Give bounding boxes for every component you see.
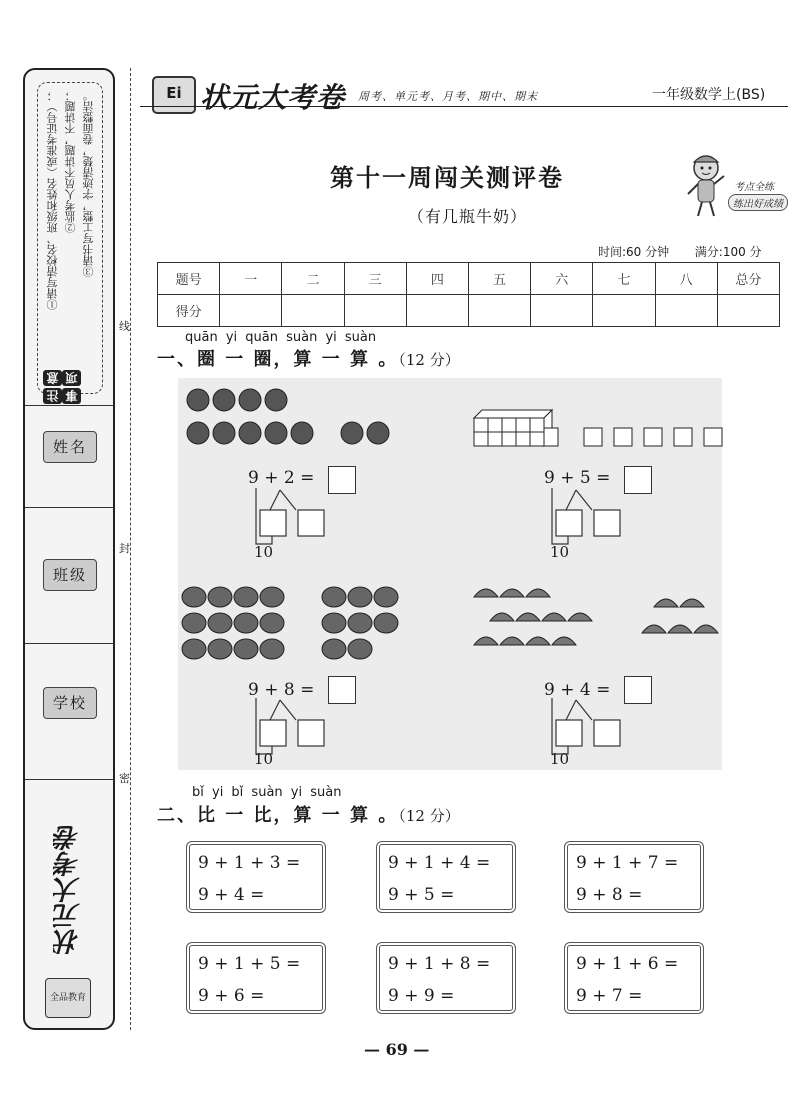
- problem1-ten: 10: [254, 543, 274, 561]
- section1-pinyin: quān yi quān suàn yi suàn: [185, 330, 377, 345]
- section1-points: （12 分）: [398, 351, 460, 369]
- grade-label: 一年级数学上(BS): [652, 87, 766, 103]
- score-header-cell: 八: [655, 263, 717, 295]
- score-header-cell: 五: [468, 263, 530, 295]
- compare-box-4-line-2: 9 + 6 =: [198, 986, 265, 1006]
- series-logo-text: 状元大考卷: [200, 81, 346, 114]
- school-label: 学校: [43, 687, 97, 719]
- full-score: 满分:100 分: [694, 245, 762, 259]
- section1-heading-text: 一、圈 一 圈，算 一 算 。: [157, 349, 399, 370]
- page-subtitle: （有几瓶牛奶）: [408, 207, 528, 226]
- compare-box-2-line-1: 9 + 1 + 4 =: [388, 853, 491, 873]
- score-cell[interactable]: [717, 295, 779, 327]
- binding-mark-seal: 封: [119, 542, 130, 555]
- score-table-score-row: [158, 295, 780, 327]
- notice-title: [43, 365, 79, 405]
- compare-box-6-line-2: 9 + 7 =: [576, 986, 643, 1006]
- compare-box-2: [376, 841, 516, 913]
- compare-box-4-line-1: 9 + 1 + 5 =: [198, 954, 301, 974]
- score-header-cell: 一: [220, 263, 282, 295]
- score-header-cell: 七: [593, 263, 655, 295]
- problem1-equation: 9 + 2 =: [248, 468, 315, 488]
- class-label: 班级: [43, 559, 97, 591]
- header-rule: [140, 106, 788, 107]
- problem2-ten: 10: [550, 543, 570, 561]
- section2-pinyin: bǐ yi bǐ suàn yi suàn: [192, 785, 342, 800]
- notice-title-char: 注: [43, 388, 62, 404]
- section2-heading: [157, 801, 460, 827]
- score-table: [157, 262, 780, 327]
- circle-calc-panel: [178, 378, 722, 770]
- score-cell[interactable]: [406, 295, 468, 327]
- score-row-label: 得分: [158, 295, 220, 327]
- problem2-equation: 9 + 5 =: [544, 468, 611, 488]
- compare-box-3-line-1: 9 + 1 + 7 =: [576, 853, 679, 873]
- page-number: — 69 —: [364, 1040, 430, 1059]
- notice-title-char: 事: [62, 388, 81, 404]
- section2-heading-text: 二、比 一 比，算 一 算 。: [157, 805, 399, 826]
- compare-box-6: [564, 942, 704, 1014]
- mascot-text-1: 考点全练: [734, 182, 774, 193]
- exam-info: [598, 243, 762, 260]
- compare-box-1-line-1: 9 + 1 + 3 =: [198, 853, 301, 873]
- apple-group-icon: [178, 378, 438, 458]
- problem3-equation: 9 + 8 =: [248, 680, 315, 700]
- notice-section: [25, 70, 113, 406]
- problem4-ten: 10: [550, 750, 570, 768]
- notice-title-char: 项: [62, 370, 81, 386]
- score-header-cell: 六: [531, 263, 593, 295]
- notice-line-2: ②监考人员不讲题，不讲题；: [64, 90, 77, 233]
- time-limit: 时间:60 分钟: [598, 245, 670, 259]
- score-header-cell: 总分: [717, 263, 779, 295]
- compare-box-5-line-1: 9 + 1 + 8 =: [388, 954, 491, 974]
- publisher-logo-icon: Ei: [152, 76, 196, 114]
- cube-group-icon: [468, 406, 728, 454]
- compare-box-6-line-1: 9 + 1 + 6 =: [576, 954, 679, 974]
- score-header-cell: 三: [344, 263, 406, 295]
- notice-line-3: ③请书写工整，字迹清楚，卷面整洁。: [82, 90, 95, 277]
- compare-box-4: [186, 942, 326, 1014]
- name-section: [25, 405, 113, 508]
- notice-line-1: ①请写清校名、班级和姓名（或准考证号）；: [46, 90, 59, 310]
- score-cell[interactable]: [655, 295, 717, 327]
- school-section: [25, 643, 113, 780]
- header-subtitle: 周考、单元考、月考、期中、期末: [358, 90, 538, 103]
- section1-heading: [157, 345, 460, 371]
- compare-box-2-line-2: 9 + 5 =: [388, 885, 455, 905]
- compare-box-5-line-2: 9 + 9 =: [388, 986, 455, 1006]
- name-label: 姓名: [43, 431, 97, 463]
- compare-box-5: [376, 942, 516, 1014]
- score-header-cell: 二: [282, 263, 344, 295]
- score-cell[interactable]: [531, 295, 593, 327]
- mascot: [684, 148, 794, 220]
- page-title: 第十一周闯关测评卷: [330, 163, 564, 192]
- section2-points: （12 分）: [398, 807, 460, 825]
- problem3-ten: 10: [254, 750, 274, 768]
- score-cell[interactable]: [282, 295, 344, 327]
- mascot-text-2: 练出好成绩: [728, 194, 788, 211]
- problem4-equation: 9 + 4 =: [544, 680, 611, 700]
- notice-title-char: 意: [43, 370, 62, 386]
- brand-mark: 全品教育: [45, 978, 91, 1018]
- binding-cut-line: [130, 68, 131, 1030]
- brand-vertical: 状元大考卷: [54, 825, 84, 955]
- class-section: [25, 507, 113, 644]
- compare-box-1: [186, 841, 326, 913]
- score-header-cell: 四: [406, 263, 468, 295]
- score-table-header-row: [158, 263, 780, 295]
- score-header-cell: 题号: [158, 263, 220, 295]
- score-cell[interactable]: [593, 295, 655, 327]
- binding-strip: [23, 68, 115, 1030]
- binding-mark-line: 线: [119, 320, 130, 333]
- compare-box-1-line-2: 9 + 4 =: [198, 885, 265, 905]
- mushroom-group-icon: [468, 583, 722, 663]
- compare-box-3: [564, 841, 704, 913]
- score-cell[interactable]: [220, 295, 282, 327]
- score-cell[interactable]: [344, 295, 406, 327]
- strawberry-group-icon: [178, 583, 428, 663]
- compare-box-3-line-2: 9 + 8 =: [576, 885, 643, 905]
- binding-mark-secret: 密: [119, 772, 130, 785]
- score-cell[interactable]: [468, 295, 530, 327]
